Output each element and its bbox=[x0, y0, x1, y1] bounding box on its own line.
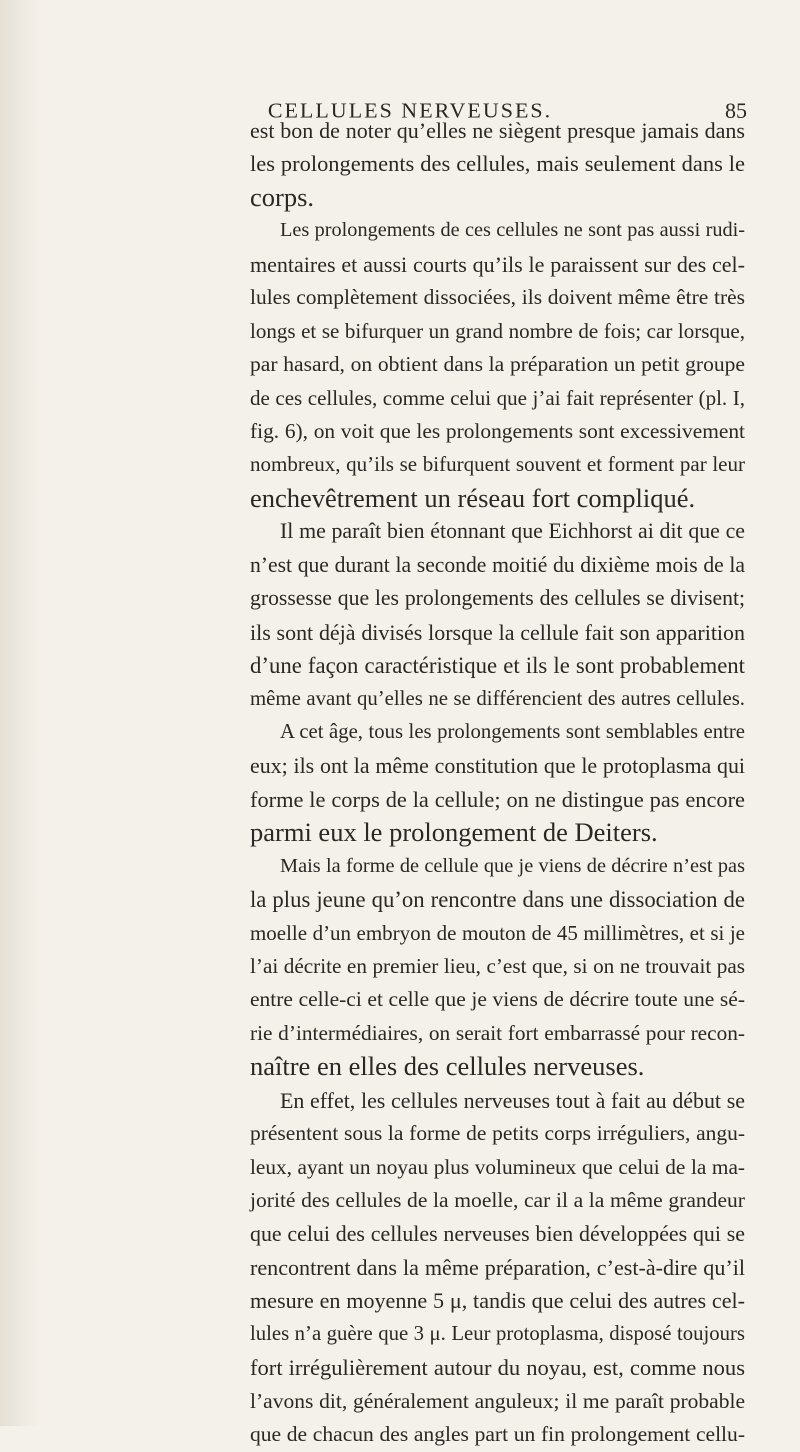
text-line: Il me paraît bien étonnant que Eichhorst ai dit que ce bbox=[280, 519, 745, 544]
text-line: parmi eux le prolongement de Deiters. bbox=[250, 817, 658, 848]
text-line: entre celle-ci et celle que je viens de décrire toute une sé- bbox=[250, 987, 745, 1012]
text-line: longs et se bifurquer un grand nombre de fois; car lorsque, bbox=[250, 318, 745, 343]
text-line: eux; ils ont la même constitution que le protoplasma qui bbox=[250, 753, 745, 779]
text-line: la plus jeune qu’on rencontre dans une dissociation de bbox=[250, 887, 745, 913]
text-line: l’avons dit, généralement anguleux; il me paraît probable bbox=[250, 1388, 745, 1413]
text-line: lules n’a guère que 3 μ. Leur protoplasma, disposé toujours bbox=[250, 1322, 745, 1345]
text-line: l’ai décrite en premier lieu, c’est que, si on ne trouvait pas bbox=[250, 953, 745, 978]
text-line: Les prolongements de ces cellules ne sont pas aussi rudi- bbox=[280, 219, 745, 242]
text-line: nombreux, qu’ils se bifurquent souvent et forment par leur bbox=[250, 452, 745, 477]
page-number: 85 bbox=[725, 98, 747, 123]
text-line: A cet âge, tous les prolongements sont semblables entre bbox=[280, 720, 745, 743]
running-header bbox=[0, 70, 800, 123]
text-line: rencontrent dans la même préparation, c’est-à-dire qu’il bbox=[250, 1254, 745, 1280]
text-line: par hasard, on obtient dans la préparation un petit groupe bbox=[250, 352, 745, 377]
text-line: présentent sous la forme de petits corps irréguliers, angu- bbox=[250, 1121, 745, 1146]
text-line: même avant qu’elles ne se différencient des autres cellules. bbox=[250, 686, 745, 711]
text-line: naître en elles des cellules nerveuses. bbox=[250, 1051, 645, 1082]
text-line: ils sont déjà divisés lorsque la cellule fait son apparition bbox=[250, 619, 745, 645]
text-line: est bon de noter qu’elles ne siègent presque jamais dans bbox=[250, 118, 745, 143]
text-line: grossesse que les prolongements des cellules se divisent; bbox=[250, 586, 745, 611]
text-line: corps. bbox=[250, 181, 315, 212]
text-line: n’est que durant la seconde moitié du dixième mois de la bbox=[250, 552, 745, 577]
text-line: mesure en moyenne 5 μ, tandis que celui des autres cel- bbox=[250, 1288, 745, 1314]
text-line: forme le corps de la cellule; on ne distingue pas encore bbox=[250, 786, 745, 812]
text-line: les prolongements des cellules, mais seulement dans le bbox=[250, 151, 745, 177]
text-line: Mais la forme de cellule que je viens de décrire n’est pas bbox=[280, 854, 745, 877]
text-line: d’une façon caractéristique et ils le sont probablement bbox=[250, 653, 745, 678]
text-line: jorité des cellules de la moelle, car il a la même grandeur bbox=[250, 1188, 745, 1212]
text-line: lules complètement dissociées, ils doivent même être très bbox=[250, 285, 745, 310]
text-line: mentaires et aussi courts qu’ils le paraissent sur des cel- bbox=[250, 251, 745, 277]
text-line: fig. 6), on voit que les prolongements sont excessivement bbox=[250, 418, 745, 443]
text-line: En effet, les cellules nerveuses tout à fait au début se bbox=[280, 1087, 745, 1113]
text-line: que de chacun des angles part un fin prolongement cellu- bbox=[250, 1422, 745, 1447]
text-line: leux, ayant un noyau plus volumineux que celui de la ma- bbox=[250, 1154, 745, 1179]
text-line: moelle d’un embryon de mouton de 45 millimètres, et si je bbox=[250, 920, 745, 945]
text-line: fort irrégulièrement autour du noyau, est, comme nous bbox=[250, 1355, 745, 1381]
page-edge-shadow bbox=[0, 0, 40, 1426]
text-line: enchevêtrement un réseau fort compliqué. bbox=[250, 482, 696, 513]
text-line: rie d’intermédiaires, on serait fort embarrassé pour recon- bbox=[250, 1020, 745, 1045]
running-title: CELLULES NERVEUSES. bbox=[267, 98, 553, 123]
text-line: de ces cellules, comme celui que j’ai fait représenter (pl. I, bbox=[250, 385, 745, 410]
text-line: que celui des cellules nerveuses bien développées qui se bbox=[250, 1221, 745, 1247]
body-text bbox=[250, 114, 745, 1452]
